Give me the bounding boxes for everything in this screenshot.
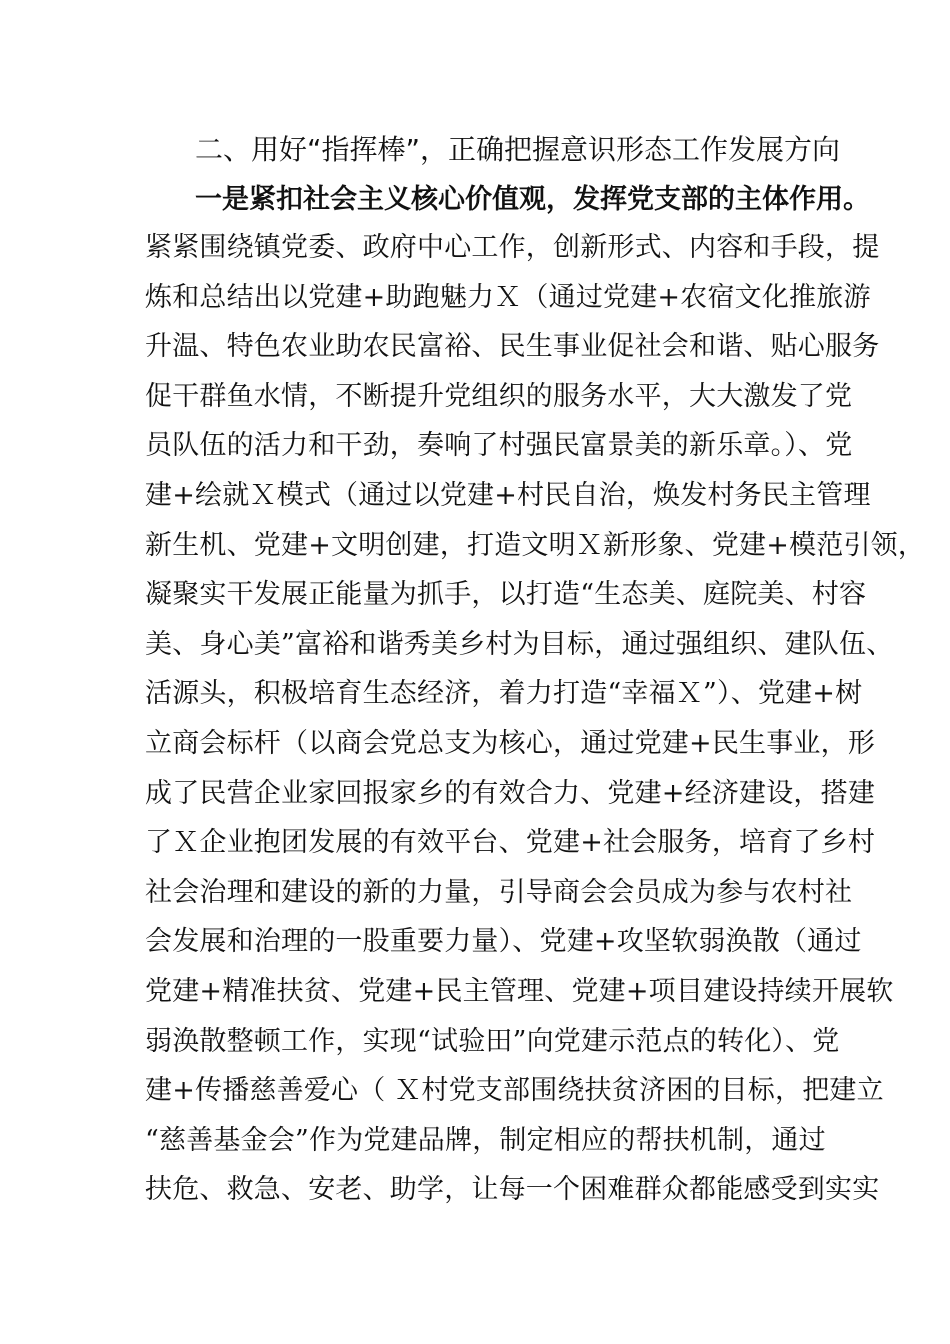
paragraph-line: 升温、特色农业助农民富裕、民生事业促社会和谐、贴心服务	[145, 331, 880, 363]
paragraph-line: 社会治理和建设的新的力量，引导商会会员成为参与农村社	[145, 876, 853, 908]
paragraph-line: 建+传播慈善爱心（ Ｘ村党支部围绕扶贫济困的目标，把建立	[145, 1075, 884, 1107]
paragraph-line: 紧紧围绕镇党委、政府中心工作，创新形式、内容和手段，提	[145, 232, 880, 263]
paragraph-line: 弱涣散整顿工作，实现“试验田”向党建示范点的转化）、党	[145, 1025, 840, 1057]
paragraph-line: 炼和总结出以党建+助跑魅力Ｘ（通过党建+农宿文化推旅游	[145, 281, 871, 313]
paragraph-line: 了Ｘ企业抱团发展的有效平台、党建+社会服务，培育了乡村	[145, 827, 876, 859]
paragraph-line: 扶危、救急、安老、助学，让每一个困难群众都能感受到实实	[145, 1174, 880, 1206]
paragraph-line: “慈善基金会”作为党建品牌，制定相应的帮扶机制，通过	[145, 1124, 826, 1156]
paragraph-line: 立商会标杆（以商会党总支为核心，通过党建+民生事业，形	[145, 727, 876, 759]
paragraph-line: 成了民营企业家回报家乡的有效合力、党建+经济建设，搭建	[145, 777, 876, 809]
paragraph-line: 活源头，积极培育生态经济，着力打造“幸福Ｘ”）、党建+树	[145, 678, 863, 710]
paragraph-line: 党建+精准扶贫、党建+民主管理、党建+项目建设持续开展软	[145, 975, 894, 1007]
paragraph-line: 凝聚实干发展正能量为抓手，以打造“生态美、庭院美、村容	[145, 579, 867, 611]
paragraph-line: 新生机、党建+文明创建，打造文明Ｘ新形象、党建+模范引领，	[145, 529, 926, 561]
paragraph-line: 会发展和治理的一股重要力量）、党建+攻坚软弱涣散（通过	[145, 926, 862, 958]
paragraph-line: 建+绘就Ｘ模式（通过以党建+村民自治，焕发村务民主管理	[145, 479, 871, 511]
subsection-heading: 一是紧扣社会主义核心价值观，发挥党支部的主体作用。	[195, 184, 870, 215]
paragraph-line: 促干群鱼水情，不断提升党组织的服务水平，大大激发了党	[145, 380, 853, 412]
section-heading: 二、用好“指挥棒”，正确把握意识形态工作发展方向	[195, 133, 841, 166]
paragraph-line: 员队伍的活力和干劲，奏响了村强民富景美的新乐章。）、党	[145, 430, 853, 462]
body-paragraph	[145, 228, 926, 1220]
paragraph-line: 美、身心美”富裕和谐秀美乡村为目标，通过强组织、建队伍、	[145, 628, 894, 660]
